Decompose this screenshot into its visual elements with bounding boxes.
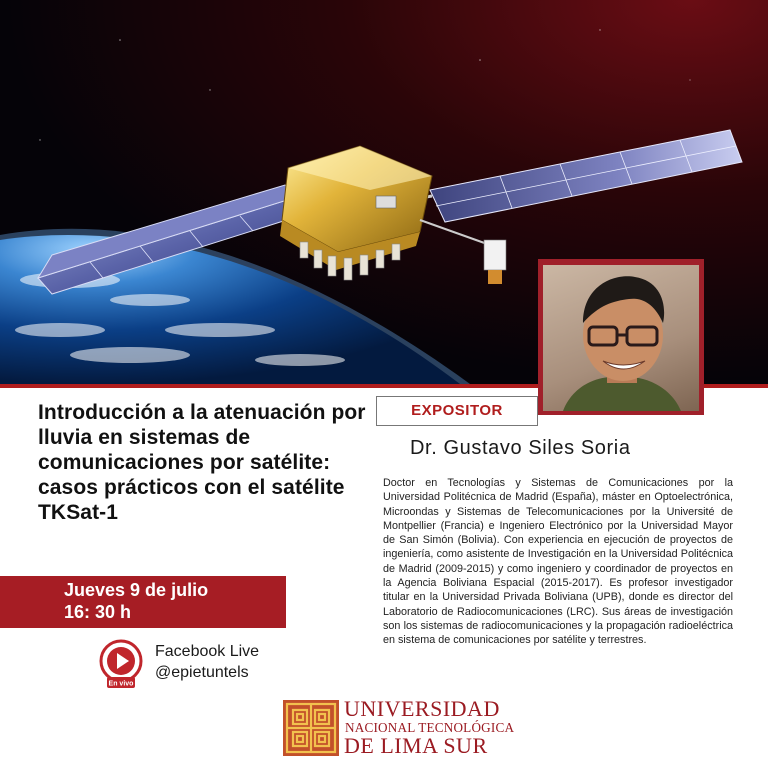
stars: [39, 29, 690, 140]
university-name-line3: DE LIMA SUR: [344, 733, 488, 758]
play-live-icon: [97, 639, 145, 691]
event-time: 16: 30 h: [64, 602, 132, 622]
university-name-line2: NACIONAL TECNOLÓGICA: [345, 720, 515, 735]
date-bar: [0, 576, 286, 628]
live-caption: En vivo: [108, 680, 134, 688]
talk-title: Introducción a la atenuación por lluvia en sistemas de comunicaciones por satélite: casos prácticos con el satélite TKSat-1: [38, 401, 366, 524]
speaker-photo: [543, 265, 699, 411]
right-solar-panel: [430, 130, 742, 222]
university-name-line1: UNIVERSIDAD: [344, 696, 500, 721]
expositor-badge: [376, 396, 538, 426]
event-date: Jueves 9 de julio: [64, 580, 209, 600]
university-logo-icon: [283, 700, 339, 756]
expositor-label: EXPOSITOR: [411, 402, 503, 419]
speaker-name: Dr. Gustavo Siles Soria: [410, 437, 631, 459]
stream-handle[interactable]: @epietuntels: [155, 664, 249, 681]
speaker-bio: Doctor en Tecnologías y Sistemas de Comunicaciones por la Universidad Politécnica de Madrid (España), máster en Optoelectrónica, Microondas y Sistemas de Telecomunicaciones por la Université de Montpellier (Francia) e Ingeniero Electrónico por la Universidad Mayor de San Simón (Bolivia). Con experiencia en ejecución de proyectos de ingeniería, como asistente de Investigación en la Universidad Politécnica de Madrid (2009-2015) y como ingeniero y coordinador de proyectos en la Agencia Boliviana Espacial (2015-2017). Es profesor investigador titular en la Universidad Privada Boliviana (UPB), donde es director del Laboratorio de Radiocomunicaciones (LRC). Sus áreas de investigación son los sistemas de radiocomunicaciones y la propagación radioeléctrica en sistema de comunicaciones por satélite y terrestres.: [383, 477, 733, 647]
stream-platform: Facebook Live: [155, 643, 260, 660]
